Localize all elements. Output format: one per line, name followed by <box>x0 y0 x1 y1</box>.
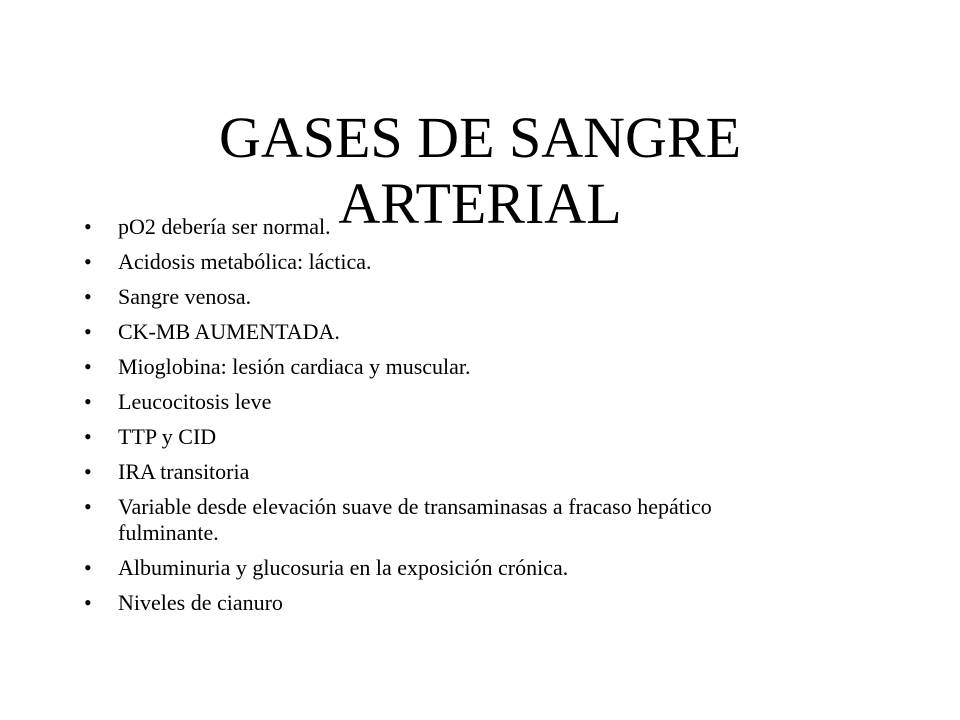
list-item-text: IRA transitoria <box>118 459 250 484</box>
bullet-list <box>84 214 724 625</box>
list-item <box>84 555 724 581</box>
list-item <box>84 249 724 275</box>
list-item-text: Mioglobina: lesión cardiaca y muscular. <box>118 354 471 379</box>
bullet-icon: • <box>84 249 92 274</box>
list-item-text: pO2 debería ser normal. <box>118 214 331 239</box>
list-item <box>84 424 724 450</box>
bullet-icon: • <box>84 494 92 519</box>
list-item <box>84 214 724 240</box>
list-item-text: Acidosis metabólica: láctica. <box>118 249 372 274</box>
bullet-icon: • <box>84 459 92 484</box>
bullet-icon: • <box>84 389 92 414</box>
list-item <box>84 590 724 616</box>
list-item-text: CK-MB AUMENTADA. <box>118 319 340 344</box>
list-item <box>84 494 724 546</box>
list-item-text: Albuminuria y glucosuria en la exposición crónica. <box>118 555 569 580</box>
list-item-text: TTP y CID <box>118 424 217 449</box>
list-item-text: Leucocitosis leve <box>118 389 272 414</box>
list-item <box>84 284 724 310</box>
list-item-text: Sangre venosa. <box>118 284 252 309</box>
list-item-text: Variable desde elevación suave de transaminasas a fracaso hepático fulminante. <box>118 494 712 545</box>
list-item <box>84 389 724 415</box>
bullet-icon: • <box>84 555 92 580</box>
bullet-icon: • <box>84 590 92 615</box>
bullet-icon: • <box>84 424 92 449</box>
bullet-icon: • <box>84 319 92 344</box>
bullet-icon: • <box>84 214 92 239</box>
title-line-1: GASES DE SANGRE <box>218 104 742 170</box>
list-item-text: Niveles de cianuro <box>118 590 283 615</box>
list-item <box>84 459 724 485</box>
list-item <box>84 354 724 380</box>
bullet-icon: • <box>84 354 92 379</box>
list-item <box>84 319 724 345</box>
bullet-icon: • <box>84 284 92 309</box>
title-line-2: ARTERIAL <box>338 170 622 236</box>
